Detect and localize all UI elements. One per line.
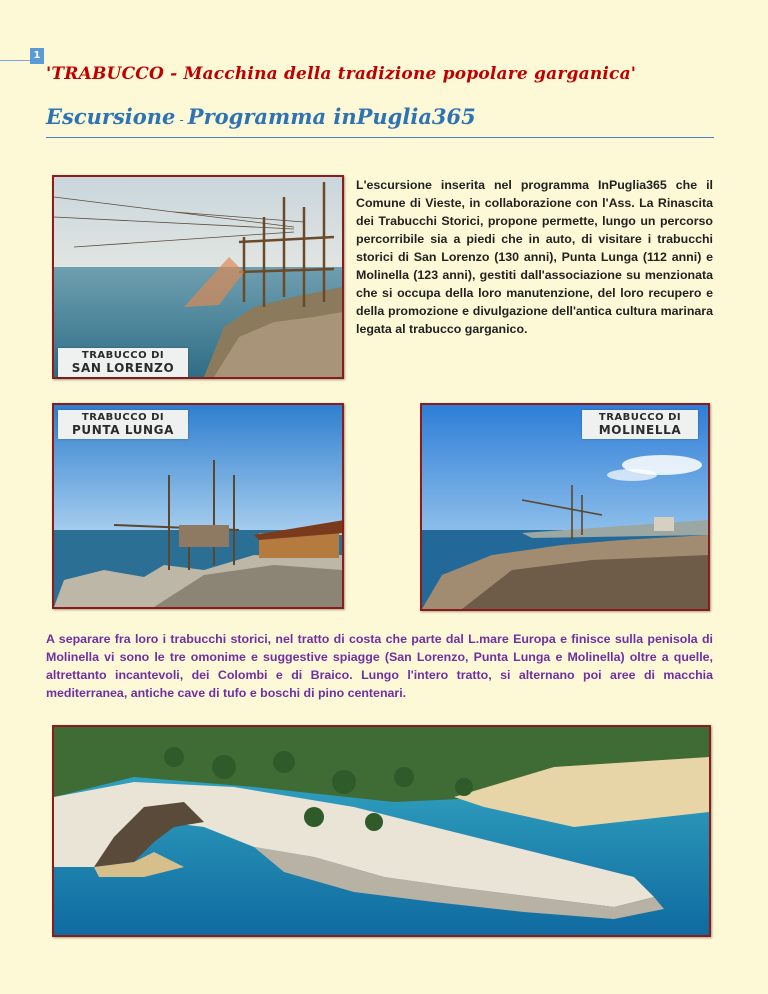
label-molinella-name: MOLINELLA <box>598 423 682 437</box>
label-san-lorenzo-top: TRABUCCO DI <box>81 350 165 361</box>
label-punta-lunga-name: PUNTA LUNGA <box>71 423 175 437</box>
document-title: 'TRABUCCO - Macchina della tradizione popolare garganica' <box>46 64 637 84</box>
label-san-lorenzo <box>58 348 188 377</box>
title-rule <box>46 137 714 138</box>
label-punta-lunga <box>58 410 188 439</box>
label-san-lorenzo-name: SAN LORENZO <box>71 361 175 375</box>
section-title-a: Escursione <box>46 104 176 129</box>
intro-paragraph: L'escursione inserita nel programma InPuglia365 che il Comune di Vieste, in collaborazione con l'Ass. La Rinascita dei Trabucchi Storici, propone permette, lungo un percorso percorribile sia a piedi che in auto, di visitare i trabucchi storici di San Lorenzo (130 anni), Punta Lunga (112 anni) e Molinella (123 anni), gestiti dall'associazione su menzionata che si occupa della loro manutenzione, del loro recupero e della promozione e divulgazione dell'antica cultura marinara legata al trabucco garganico. <box>356 178 713 336</box>
section-title <box>46 104 726 129</box>
photo-aerial-coast <box>52 725 711 937</box>
label-punta-lunga-top: TRABUCCO DI <box>81 412 165 423</box>
label-molinella <box>582 410 698 439</box>
section-title-b: Programma inPuglia365 <box>187 104 476 129</box>
section-title-separator: - <box>179 113 184 128</box>
body-paragraph: A separare fra loro i trabucchi storici, nel tratto di costa che parte dal L.mare Europa e finisce sulla penisola di Molinella vi sono le tre omonime e suggestive spiagge (San Lorenzo, Punta Lunga e Molinella) oltre a quelle, altrettanto incantevoli, dei Colombi e di Braico. Lungo l'intero tratto, si alternano poi aree di macchia mediterranea, antiche cave di tufo e boschi di pino centenari. <box>46 632 713 700</box>
label-molinella-top: TRABUCCO DI <box>598 412 682 423</box>
page-number: 1 <box>30 48 44 64</box>
